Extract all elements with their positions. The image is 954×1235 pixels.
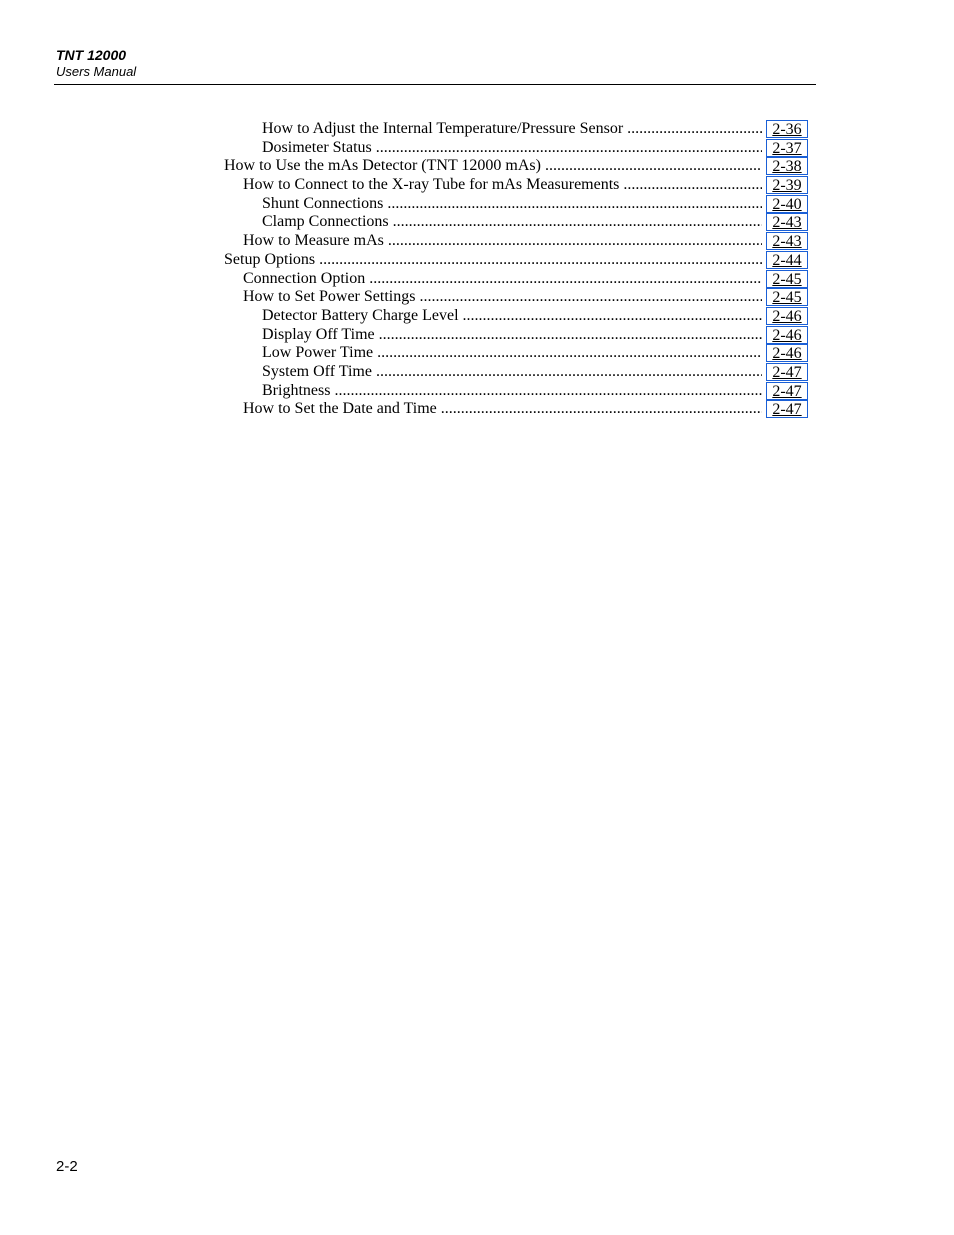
toc-row[interactable] [224,120,808,139]
toc-entry-label[interactable]: Display Off Time ..... [224,326,762,345]
toc-entry-label[interactable]: How to Set Power Settings ..... [224,288,762,307]
toc-entry-label[interactable]: How to Measure mAs ..... [224,232,762,251]
toc-row[interactable] [224,176,808,195]
toc-row[interactable] [224,326,808,345]
toc-page-link[interactable]: 2-47 [766,363,808,381]
manual-subtitle: Users Manual [56,64,137,79]
toc-page-link[interactable]: 2-46 [766,307,808,325]
toc-row[interactable] [224,288,808,307]
toc-page-link[interactable]: 2-37 [766,139,808,157]
toc-row[interactable] [224,382,808,401]
toc-entry-label[interactable]: Low Power Time ..... [224,344,762,363]
toc-row[interactable] [224,213,808,232]
toc-page-link[interactable]: 2-45 [766,288,808,306]
toc-row[interactable] [224,157,808,176]
toc-row[interactable] [224,195,808,214]
toc-entry-label[interactable]: Dosimeter Status ..... [224,139,762,158]
toc-entry-label[interactable]: Shunt Connections ..... [224,195,762,214]
page-number: 2-2 [56,1158,78,1175]
toc-entry-label[interactable]: Clamp Connections ..... [224,213,762,232]
toc-page-link[interactable]: 2-36 [766,120,808,138]
toc-entry-label[interactable]: How to Use the mAs Detector (TNT 12000 mAs) ..... [224,157,762,176]
table-of-contents [224,120,808,419]
toc-entry-label[interactable]: Brightness ..... [224,382,762,401]
toc-entry-label[interactable]: How to Set the Date and Time ..... [224,400,762,419]
toc-page-link[interactable]: 2-47 [766,400,808,418]
manual-title: TNT 12000 [56,47,127,63]
toc-entry-label[interactable]: System Off Time ..... [224,363,762,382]
toc-page-link[interactable]: 2-43 [766,213,808,231]
toc-row[interactable] [224,307,808,326]
page-header [56,46,136,80]
toc-row[interactable] [224,363,808,382]
header-rule [54,84,816,85]
toc-page-link[interactable]: 2-43 [766,232,808,250]
toc-row[interactable] [224,344,808,363]
toc-entry-label[interactable]: Setup Options ..... [224,251,762,270]
toc-entry-label[interactable]: Detector Battery Charge Level ..... [224,307,762,326]
toc-page-link[interactable]: 2-40 [766,195,808,213]
toc-page-link[interactable]: 2-46 [766,326,808,344]
toc-page-link[interactable]: 2-46 [766,344,808,362]
toc-row[interactable] [224,251,808,270]
toc-page-link[interactable]: 2-39 [766,176,808,194]
toc-row[interactable] [224,270,808,289]
toc-page-link[interactable]: 2-44 [766,251,808,269]
toc-row[interactable] [224,400,808,419]
toc-page-link[interactable]: 2-38 [766,157,808,175]
toc-page-link[interactable]: 2-45 [766,270,808,288]
toc-page-link[interactable]: 2-47 [766,382,808,400]
toc-entry-label[interactable]: How to Connect to the X-ray Tube for mAs Measurements ..... [224,176,762,195]
toc-row[interactable] [224,139,808,158]
toc-entry-label[interactable]: Connection Option ..... [224,270,762,289]
toc-entry-label[interactable]: How to Adjust the Internal Temperature/Pressure Sensor ..... [224,120,762,139]
toc-row[interactable] [224,232,808,251]
